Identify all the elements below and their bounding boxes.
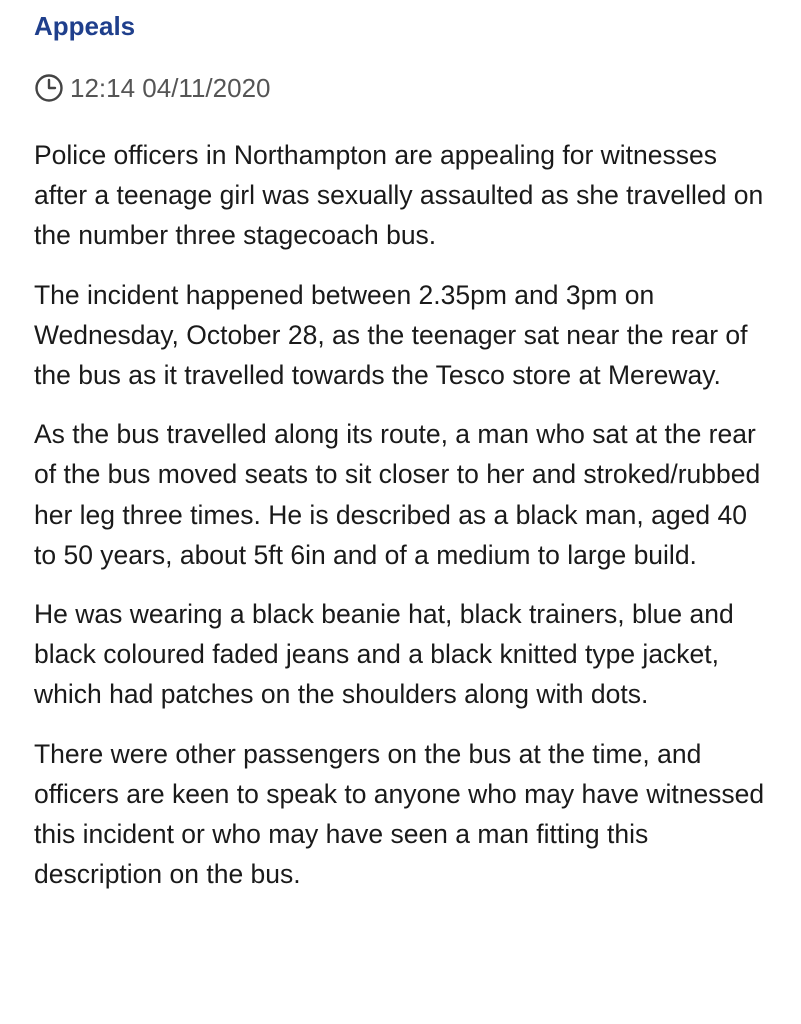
paragraph: Police officers in Northampton are appealing for witnesses after a teenage girl was sexually assaulted as she travelled on the number three stagecoach bus.: [34, 140, 764, 251]
timestamp-text: 12:14 04/11/2020: [70, 73, 271, 103]
paragraph: He was wearing a black beanie hat, black trainers, blue and black coloured faded jeans and a black knitted type jacket, which had patches on the shoulders along with dots.: [34, 599, 734, 710]
article-body: [34, 135, 774, 913]
clock-icon: [34, 73, 64, 103]
category-link[interactable]: Appeals: [34, 11, 136, 41]
timestamp: [34, 70, 270, 106]
paragraph: As the bus travelled along its route, a man who sat at the rear of the bus moved seats to sit closer to her and stroked/rubbed her leg three times. He is described as a black man, aged 40 to 50 years, about 5ft 6in and of a medium to large build.: [34, 419, 761, 570]
paragraph: There were other passengers on the bus at the time, and officers are keen to speak to anyone who may have witnessed this incident or who may have seen a man fitting this description on the bus.: [34, 738, 765, 890]
paragraph: The incident happened between 2.35pm and 3pm on Wednesday, October 28, as the teenager sat near the rear of the bus as it travelled towards the Tesco store at Mereway.: [34, 279, 748, 391]
